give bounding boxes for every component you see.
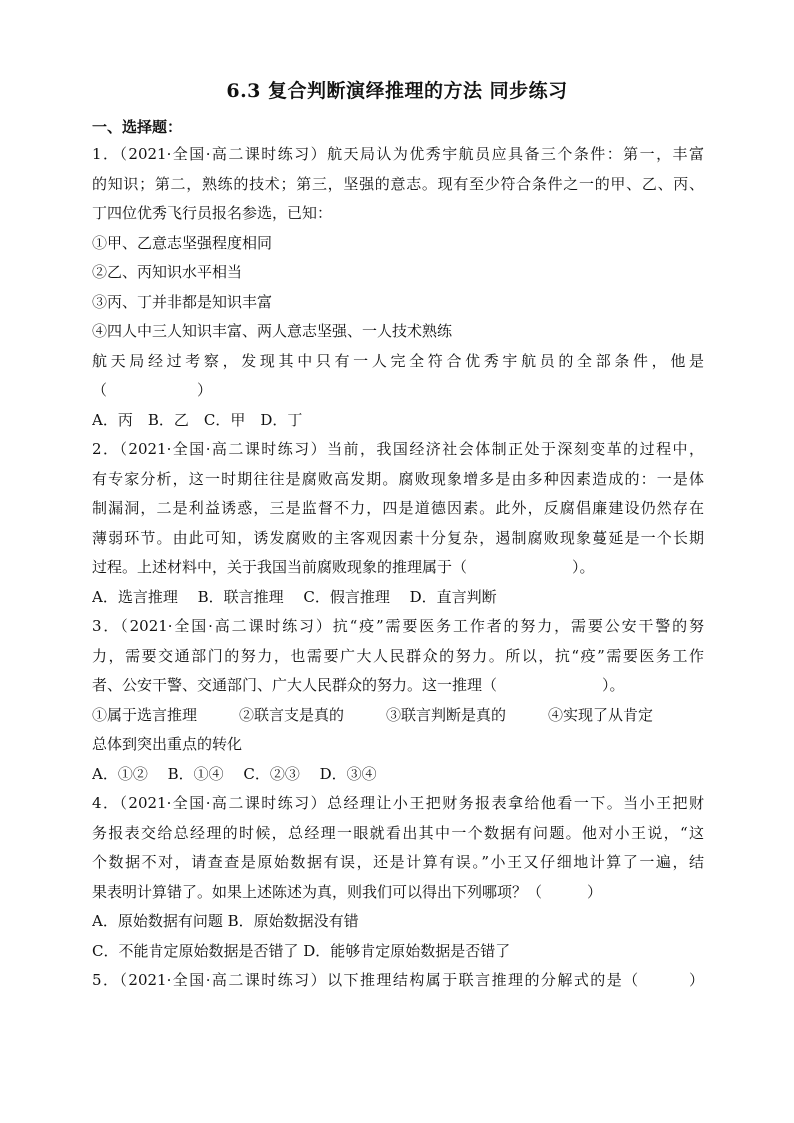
- question-text-line: 过程。上述材料中，关于我国当前腐败现象的推理属于（ ）。: [92, 558, 595, 576]
- condition-3: ③丙、丁并非都是知识丰富: [92, 292, 273, 311]
- condition-1: ①甲、乙意志坚强程度相同: [92, 233, 273, 252]
- question-3: [92, 612, 704, 789]
- question-2: [92, 435, 704, 612]
- statement-list: [92, 701, 704, 731]
- answer-blank: （ ）: [92, 381, 213, 399]
- answer-options: A．丙 B．乙 C．甲 D．丁: [92, 410, 303, 429]
- section-heading: 一、选择题：: [92, 118, 183, 136]
- question-text-line: 5．（2021·全国·高二课时练习）以下推理结构属于联言推理的分解式的是（ ）: [92, 971, 704, 989]
- question-text-line: 1．（2021·全国·高二课时练习）航天局认为优秀宇航员应具备三个条件：第一，丰富: [92, 145, 704, 163]
- question-text-line: 务报表交给总经理的时候，总经理一眼就看出其中一个数据有问题。他对小王说，“这: [92, 823, 704, 842]
- condition-2: ②乙、丙知识水平相当: [92, 263, 243, 281]
- statement-2: ②联言支是真的: [239, 705, 345, 724]
- question-text-line: 个数据不对，请查查是原始数据有误，还是计算有误。”小王又仔细地计算了一遍，结: [92, 853, 704, 871]
- question-text-line: 薄弱环节。由此可知，诱发腐败的主客观因素十分复杂，遏制腐败现象蔓延是一个长期: [92, 528, 704, 547]
- question-text-line: 航天局经过考察，发现其中只有一人完全符合优秀宇航员的全部条件，他是: [92, 351, 704, 370]
- question-text-line: 力，需要交通部门的努力，也需要广大人民群众的努力。所以，抗“疫”需要医务工作: [92, 646, 704, 665]
- question-text-line: 的知识；第二，熟练的技术；第三，坚强的意志。现有至少符合条件之一的甲、乙、丙、: [92, 174, 704, 193]
- question-text-line: 4．（2021·全国·高二课时练习）总经理让小王把财务报表拿给他看一下。当小王把财: [92, 794, 704, 812]
- answer-options: A．①② B．①④ C．②③ D．③④: [92, 764, 377, 783]
- question-text-line: 丁四位优秀飞行员报名参选，已知：: [92, 204, 333, 222]
- question-text-line: 总体到突出重点的转化: [92, 735, 243, 753]
- condition-4: ④四人中三人知识丰富、两人意志坚强、一人技术熟练: [92, 322, 453, 340]
- question-text-line: 者、公安干警、交通部门、广大人民群众的努力。这一推理（ ）。: [92, 676, 625, 694]
- statement-1: ①属于选言推理: [92, 705, 198, 724]
- statement-4: ④实现了从肯定: [548, 705, 654, 724]
- answer-options: A．选言推理 B．联言推理 C．假言推理 D．直言判断: [92, 587, 497, 606]
- question-4: [92, 789, 704, 966]
- question-text-line: 2．（2021·全国·高二课时练习）当前，我国经济社会体制正处于深刻变革的过程中，: [92, 440, 704, 458]
- page-title: 6.3 复合判断演绎推理的方法 同步练习: [226, 80, 568, 102]
- statement-3: ③联言判断是真的: [386, 705, 507, 724]
- question-text-line: 有专家分析，这一时期往往是腐败高发期。腐败现象增多是由多种因素造成的：一是体: [92, 469, 704, 488]
- question-text-line: 3．（2021·全国·高二课时练习）抗“疫”需要医务工作者的努力，需要公安干警的努: [92, 617, 704, 635]
- answer-options: C．不能肯定原始数据是否错了 D．能够肯定原始数据是否错了: [92, 941, 511, 960]
- question-text-line: 果表明计算错了。如果上述陈述为真，则我们可以得出下列哪项？（ ）: [92, 882, 603, 901]
- question-1: [92, 140, 704, 435]
- answer-options: A．原始数据有问题 B．原始数据没有错: [92, 912, 359, 930]
- question-text-line: 制漏洞，二是利益诱惑，三是监督不力，四是道德因素。此外，反腐倡廉建设仍然存在: [92, 499, 704, 517]
- question-5: [92, 966, 704, 996]
- question-list: [92, 140, 704, 996]
